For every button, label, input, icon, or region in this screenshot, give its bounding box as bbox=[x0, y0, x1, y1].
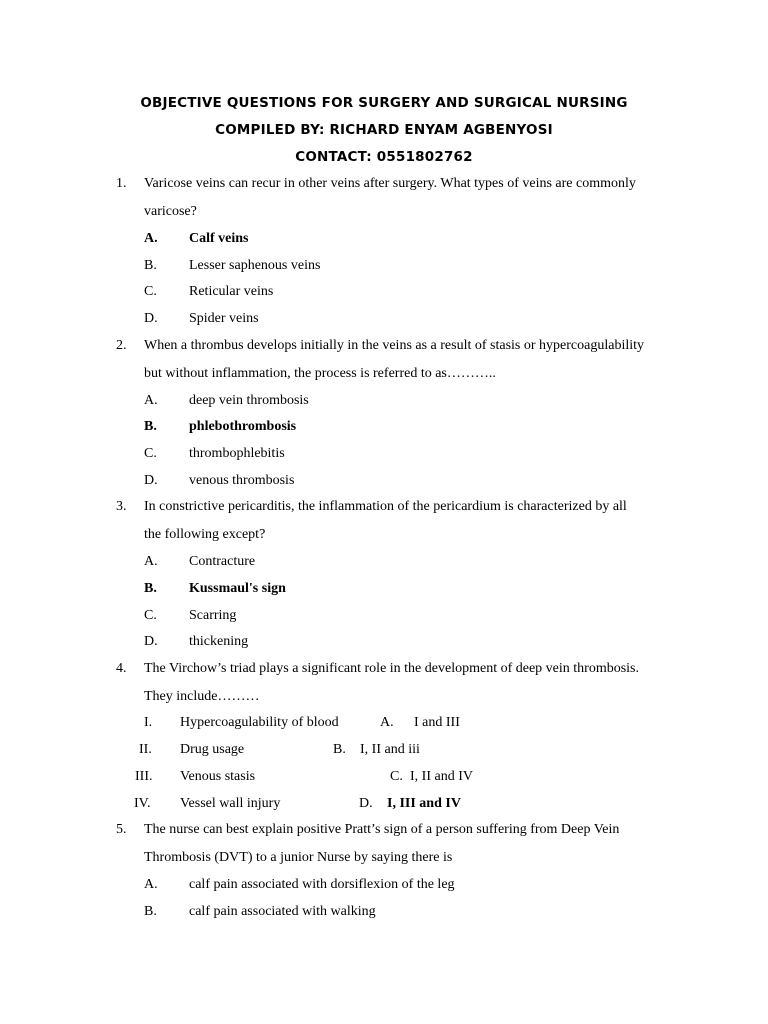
option-letter: A. bbox=[144, 231, 158, 246]
option-letter: A. bbox=[144, 393, 158, 408]
statement-text: Hypercoagulability of blood bbox=[180, 715, 339, 730]
question-text-line: In constrictive pericarditis, the inflammation of the pericardium is characterized by all bbox=[144, 499, 627, 514]
option-text: phlebothrombosis bbox=[189, 419, 297, 434]
option-text: thrombophlebitis bbox=[189, 446, 285, 461]
option-letter: B. bbox=[144, 904, 157, 919]
option-text: calf pain associated with dorsiflexion of the leg bbox=[189, 877, 455, 892]
option-letter: A. bbox=[144, 554, 158, 569]
option-letter: C. bbox=[390, 769, 403, 784]
statement-text: Venous stasis bbox=[180, 769, 256, 784]
option-letter: A. bbox=[144, 877, 158, 892]
question-text-line: but without inflammation, the process is referred to as……….. bbox=[144, 366, 496, 381]
document-title: OBJECTIVE QUESTIONS FOR SURGERY AND SURGICAL NURSING bbox=[140, 95, 628, 111]
option-text: Reticular veins bbox=[189, 284, 274, 299]
option-text: Kussmaul's sign bbox=[189, 581, 286, 596]
question-number: 2. bbox=[116, 338, 127, 353]
option-text: Calf veins bbox=[189, 231, 249, 246]
option-letter: B. bbox=[333, 742, 346, 757]
option-letter: B. bbox=[144, 419, 157, 434]
question-text-line: Thrombosis (DVT) to a junior Nurse by saying there is bbox=[144, 850, 453, 865]
option-text: venous thrombosis bbox=[189, 473, 295, 488]
option-letter: C. bbox=[144, 446, 157, 461]
statement-text: Drug usage bbox=[180, 742, 245, 757]
compiled-by: COMPILED BY: RICHARD ENYAM AGBENYOSI bbox=[215, 122, 553, 138]
statement-numeral: I. bbox=[144, 715, 153, 730]
question-text-line: the following except? bbox=[144, 527, 266, 542]
option-text: thickening bbox=[189, 634, 249, 649]
option-text: Scarring bbox=[189, 608, 237, 623]
option-text: Spider veins bbox=[189, 311, 259, 326]
statement-text: Vessel wall injury bbox=[180, 796, 281, 811]
question-text-line: The nurse can best explain positive Pratt’s sign of a person suffering from Deep Vein bbox=[144, 822, 620, 837]
option-text: I, II and IV bbox=[410, 769, 473, 784]
option-text: I, II and iii bbox=[360, 742, 420, 757]
option-letter: A. bbox=[380, 715, 394, 730]
option-letter: B. bbox=[144, 258, 157, 273]
question-number: 1. bbox=[116, 176, 127, 191]
question-text-line: The Virchow’s triad plays a significant role in the development of deep vein thrombosis. bbox=[144, 661, 640, 676]
option-letter: D. bbox=[144, 634, 158, 649]
question-text-line: Varicose veins can recur in other veins after surgery. What types of veins are commonly bbox=[144, 176, 636, 191]
option-letter: C. bbox=[144, 284, 157, 299]
option-text: calf pain associated with walking bbox=[189, 904, 376, 919]
statement-numeral: II. bbox=[139, 742, 152, 757]
question-number: 4. bbox=[116, 661, 127, 676]
option-text: deep vein thrombosis bbox=[189, 393, 309, 408]
option-letter: C. bbox=[144, 608, 157, 623]
option-letter: D. bbox=[144, 311, 158, 326]
statement-numeral: III. bbox=[135, 769, 153, 784]
option-letter: D. bbox=[144, 473, 158, 488]
question-text-line: They include……… bbox=[144, 689, 260, 704]
option-text: I, III and IV bbox=[387, 796, 461, 811]
question-number: 3. bbox=[116, 499, 127, 514]
question-text-line: When a thrombus develops initially in the veins as a result of stasis or hypercoagulability bbox=[144, 338, 645, 353]
question-text-line: varicose? bbox=[144, 204, 197, 219]
question-number: 5. bbox=[116, 822, 127, 837]
statement-numeral: IV. bbox=[134, 796, 151, 811]
option-text: Contracture bbox=[189, 554, 256, 569]
option-letter: B. bbox=[144, 581, 157, 596]
option-text: I and III bbox=[414, 715, 460, 730]
contact: CONTACT: 0551802762 bbox=[295, 149, 473, 165]
option-text: Lesser saphenous veins bbox=[189, 258, 321, 273]
option-letter: D. bbox=[359, 796, 373, 811]
